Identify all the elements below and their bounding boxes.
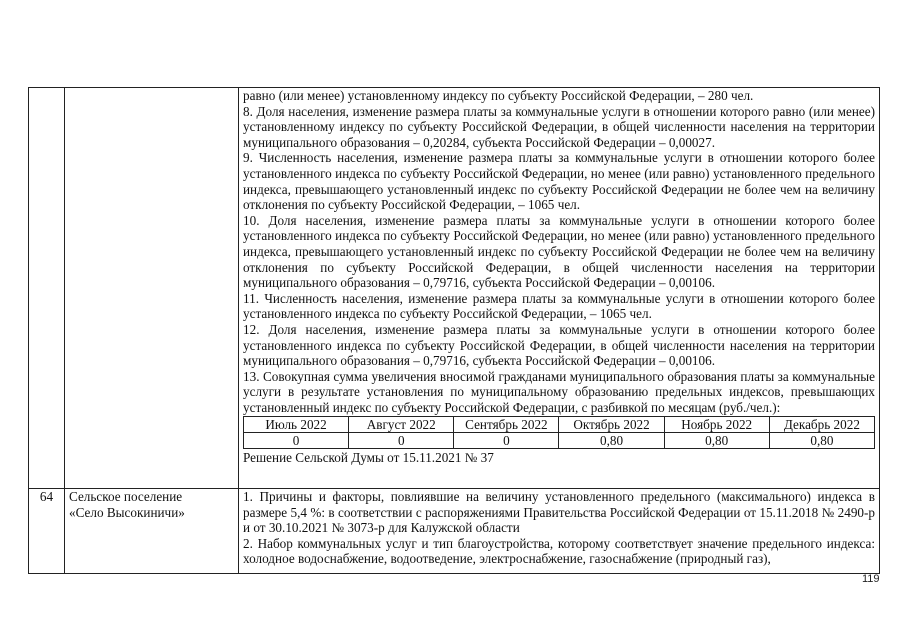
row-number-cell xyxy=(29,88,65,489)
paragraph: 1. Причины и факторы, повлиявшие на величину установленного предельного (максимального) индекса в размере 5,4 %: в соответствии с распоряжениями Правительства Российской Федерации от 15.11.2018 № 2490-р и от 30.10.2021 № 3073-р для Калужской области xyxy=(243,489,875,536)
month-header: Август 2022 xyxy=(349,417,454,433)
month-header: Июль 2022 xyxy=(244,417,349,433)
paragraph: равно (или менее) установленному индексу по субъекту Российской Федерации, – 280 чел. xyxy=(243,88,754,103)
month-value: 0,80 xyxy=(559,433,664,449)
table-row xyxy=(29,88,880,489)
paragraph: 10. Доля населения, изменение размера платы за коммунальные услуги в отношении которого более установленного индекса по субъекту Российской Федерации, но менее (или равно) установленного предельного индекса, превышающего установленный индекс по субъекту Российской Федерации не более чем на величину отклонения по субъекту Российской Федерации, в общей численности населения на территории муниципального образования – 0,79716, субъекта Российской Федерации – 0,00106. xyxy=(243,212,875,291)
municipality-name-line: Сельское поселение xyxy=(69,489,183,504)
month-header: Сентябрь 2022 xyxy=(454,417,559,433)
page-number: 119 xyxy=(862,573,880,585)
municipality-name-line: «Село Высокиничи» xyxy=(69,504,185,520)
paragraph: 11. Численность населения, изменение размера платы за коммунальные услуги в отношении которого более установленного индекса по субъекту Российской Федерации, – 1065 чел. xyxy=(243,290,875,322)
month-value: 0,80 xyxy=(664,433,769,449)
monthly-increase-table xyxy=(243,416,875,449)
municipality-name-cell xyxy=(65,88,239,489)
month-header: Декабрь 2022 xyxy=(769,417,874,433)
description-cell xyxy=(239,489,880,574)
municipality-table xyxy=(28,87,880,574)
month-header: Октябрь 2022 xyxy=(559,417,664,433)
month-header: Ноябрь 2022 xyxy=(664,417,769,433)
paragraph: 12. Доля населения, изменение размера платы за коммунальные услуги в отношении которого более установленного индекса по субъекту Российской Федерации, в общей численности населения на территории муниципального образования – 0,79716, субъекта Российской Федерации – 0,00106. xyxy=(243,321,875,369)
row-number-cell: 64 xyxy=(29,489,65,574)
months-value-row xyxy=(244,433,875,449)
month-value: 0 xyxy=(454,433,559,449)
month-value: 0,80 xyxy=(769,433,874,449)
paragraph: 13. Совокупная сумма увеличения вносимой гражданами муниципального образования платы за коммунальные услуги в результате установления по муниципальному образованию предельных индексов, превышающих установленный индекс по субъекту Российской Федерации, с разбивкой по месяцам (руб./чел.): xyxy=(243,368,875,415)
paragraph: 2. Набор коммунальных услуг и тип благоустройства, которому соответствует значение предельного индекса: холодное водоснабжение, водоотведение, электроснабжение, газоснабжение (природный газ), xyxy=(243,535,875,567)
table-row xyxy=(29,489,880,574)
description-cell xyxy=(239,88,880,489)
month-value: 0 xyxy=(244,433,349,449)
months-header-row xyxy=(244,417,875,433)
month-value: 0 xyxy=(349,433,454,449)
decision-reference: Решение Сельской Думы от 15.11.2021 № 37 xyxy=(243,450,494,466)
paragraph: 8. Доля населения, изменение размера платы за коммунальные услуги в отношении которого равно (или менее) установленному индексу по субъекту Российской Федерации, в общей численности населения на территории муниципального образования – 0,20284, субъекта Российской Федерации – 0,00027. xyxy=(243,103,875,150)
municipality-name-cell xyxy=(65,489,239,574)
paragraph: 9. Численность населения, изменение размера платы за коммунальные услуги в отношении которого более установленного индекса по субъекту Российской Федерации, но менее (или равно) установленного предельного индекса, превышающего установленный индекс по субъекту Российской Федерации не более чем на величину отклонения по субъекту Российской Федерации, – 1065 чел. xyxy=(243,150,875,213)
